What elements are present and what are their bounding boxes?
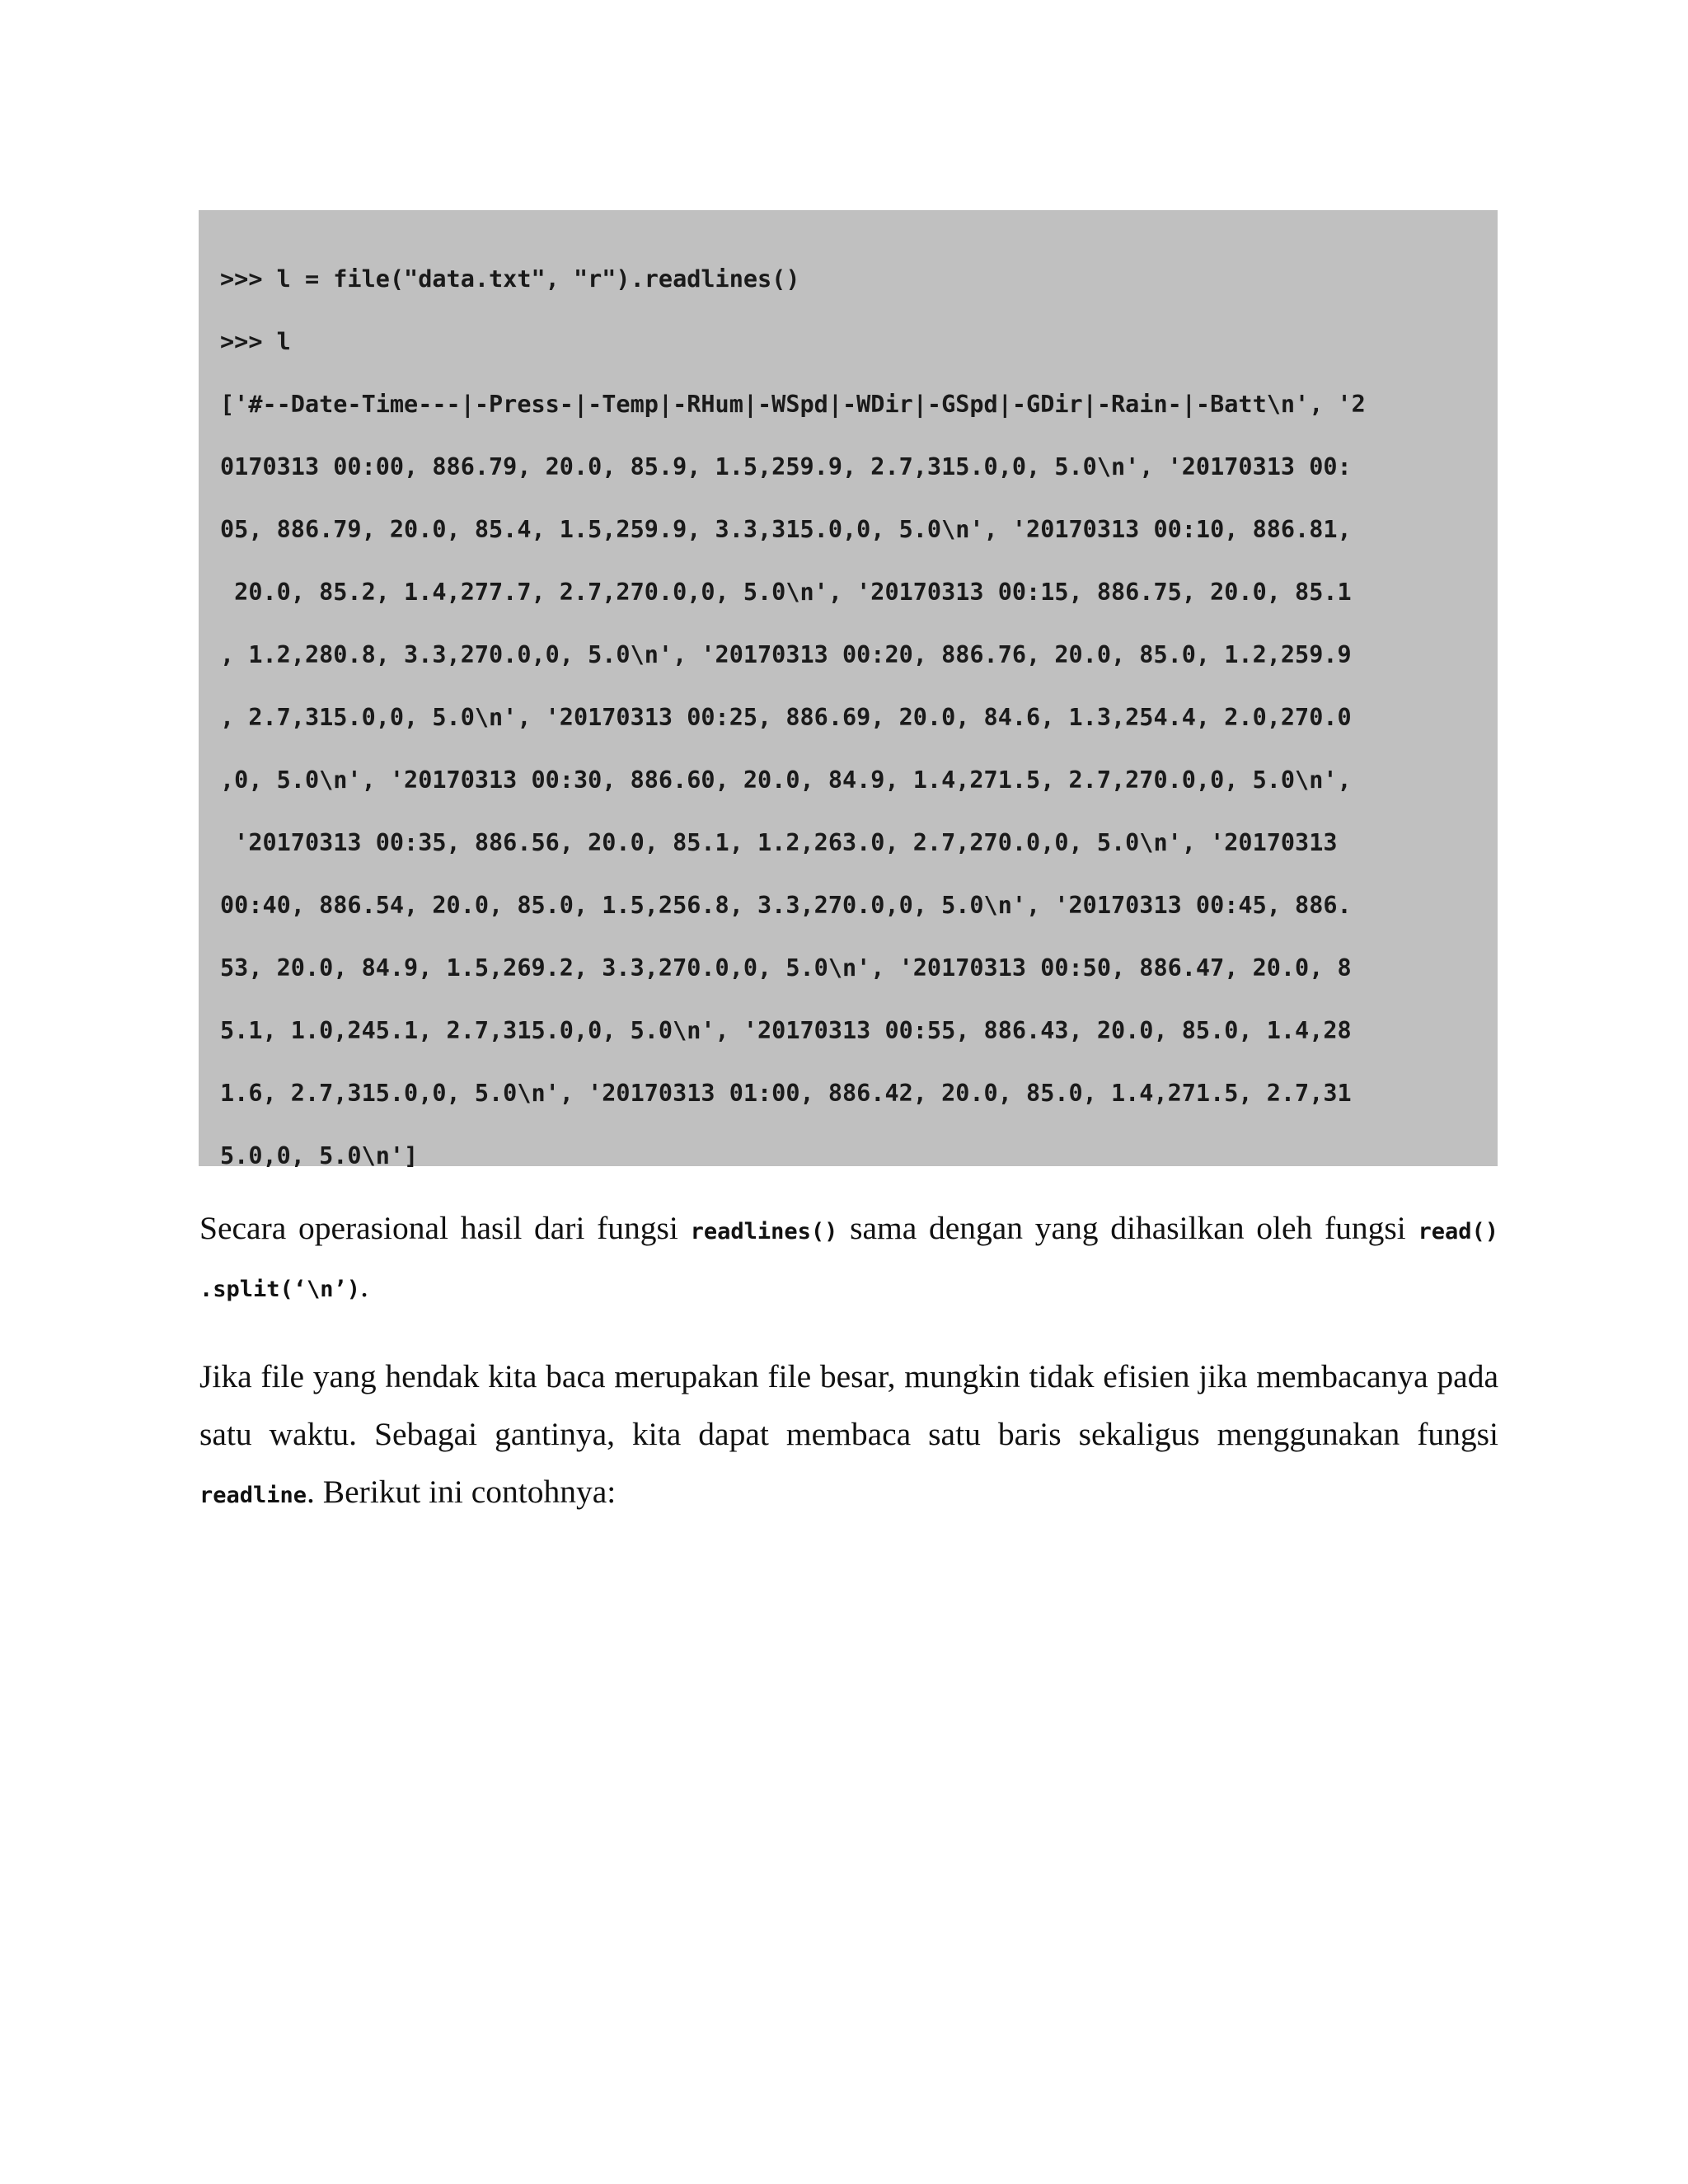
code-line: >>> l xyxy=(220,328,291,355)
code-line: 5.1, 1.0,245.1, 2.7,315.0,0, 5.0\n', '20170313 00:55, 886.43, 20.0, 85.0, 1.4,28 xyxy=(220,1017,1352,1044)
paragraph-line: Jika file yang hendak kita baca merupakan file besar, mungkin tidak efisien jika membacanya pada xyxy=(199,1358,1498,1394)
inline-code-read: read() xyxy=(1418,1219,1498,1244)
paragraph-line xyxy=(199,1463,1498,1521)
code-line: 00:40, 886.54, 20.0, 85.0, 1.5,256.8, 3.3,270.0,0, 5.0\n', '20170313 00:45, 886. xyxy=(220,892,1352,919)
inline-code-readline: readline xyxy=(199,1483,307,1508)
paragraph-readline xyxy=(199,1347,1498,1521)
code-line: , 2.7,315.0,0, 5.0\n', '20170313 00:25, 886.69, 20.0, 84.6, 1.3,254.4, 2.0,270.0 xyxy=(220,704,1352,731)
paragraph-text: . Berikut ini contohnya: xyxy=(307,1474,617,1510)
code-line: , 1.2,280.8, 3.3,270.0,0, 5.0\n', '20170313 00:20, 886.76, 20.0, 85.0, 1.2,259.9 xyxy=(220,641,1352,668)
code-line: ,0, 5.0\n', '20170313 00:30, 886.60, 20.0, 84.9, 1.4,271.5, 2.7,270.0,0, 5.0\n', xyxy=(220,766,1352,794)
code-line: 1.6, 2.7,315.0,0, 5.0\n', '20170313 01:00, 886.42, 20.0, 85.0, 1.4,271.5, 2.7,31 xyxy=(220,1080,1352,1107)
inline-code-readlines: readlines() xyxy=(690,1219,838,1244)
paragraph-line xyxy=(199,1257,1498,1315)
paragraph-readlines xyxy=(199,1199,1498,1315)
code-line: ['#--Date-Time---|-Press-|-Temp|-RHum|-WSpd|-WDir|-GSpd|-GDir|-Rain-|-Batt\n', '2 xyxy=(220,391,1366,418)
paragraph-text: . xyxy=(360,1268,368,1304)
code-line: 20.0, 85.2, 1.4,277.7, 2.7,270.0,0, 5.0\n', '20170313 00:15, 886.75, 20.0, 85.1 xyxy=(220,579,1352,606)
code-line: 0170313 00:00, 886.79, 20.0, 85.9, 1.5,259.9, 2.7,315.0,0, 5.0\n', '20170313 00: xyxy=(220,453,1352,480)
paragraph-line: satu waktu. Sebagai gantinya, kita dapat membaca satu baris sekaligus menggunakan fungsi xyxy=(199,1416,1498,1452)
paragraph-line xyxy=(199,1199,1498,1257)
code-line: '20170313 00:35, 886.56, 20.0, 85.1, 1.2,263.0, 2.7,270.0,0, 5.0\n', '20170313 xyxy=(220,829,1338,856)
code-line: 53, 20.0, 84.9, 1.5,269.2, 3.3,270.0,0, 5.0\n', '20170313 00:50, 886.47, 20.0, 8 xyxy=(220,954,1352,982)
code-line: >>> l = file("data.txt", "r").readlines() xyxy=(220,265,800,293)
paragraph-text: Secara operasional hasil dari fungsi xyxy=(199,1210,691,1246)
code-block xyxy=(199,210,1498,1169)
code-line: 05, 886.79, 20.0, 85.4, 1.5,259.9, 3.3,315.0,0, 5.0\n', '20170313 00:10, 886.81, xyxy=(220,516,1352,543)
paragraph-text: sama dengan yang dihasilkan oleh fungsi xyxy=(837,1210,1418,1246)
code-line: 5.0,0, 5.0\n'] xyxy=(220,1142,419,1169)
inline-code-split: .split(‘\n’) xyxy=(199,1277,361,1302)
